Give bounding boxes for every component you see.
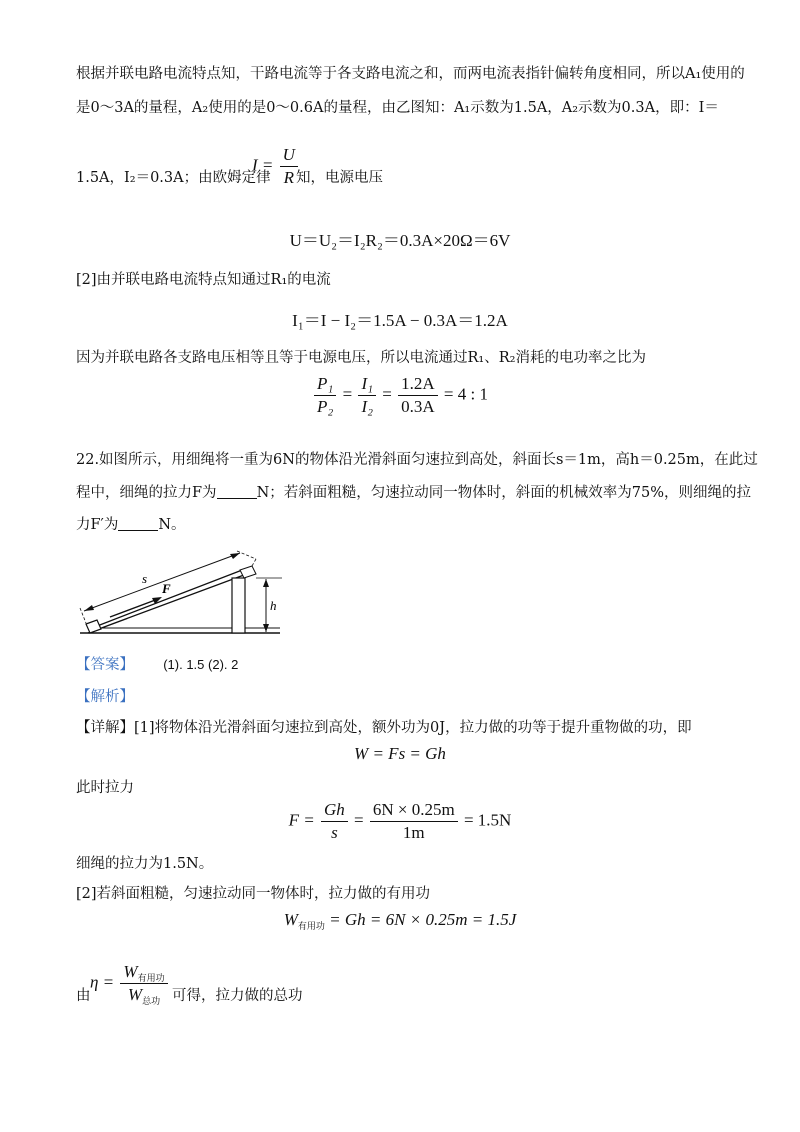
- question-line: 22.如图所示，用细绳将一重为6N的物体沿光滑斜面匀速拉到高处，斜面长s＝1m，高h＝0.25m，在此过: [76, 452, 758, 468]
- paragraph-line: 1.5A，I₂＝0.3A；由欧姆定律: [76, 170, 271, 186]
- fraction-numerator: Gh: [321, 800, 348, 822]
- answer-line: [76, 655, 238, 675]
- ohm-law-formula: [252, 145, 300, 188]
- equation-symbol: W: [127, 985, 143, 1004]
- equals-sign: =: [354, 810, 364, 830]
- paragraph-line: 因为并联电路各支路电压相等且等于电源电压，所以电流通过R₁、R₂消耗的电功率之比为: [76, 350, 646, 366]
- equation-force: [0, 800, 800, 843]
- fraction-numerator: 1.2A: [398, 374, 438, 396]
- paragraph-line: 是0～3A的量程，A₂使用的是0～0.6A的量程，由乙图知：A₁示数为1.5A，A₂示数为0.3A，即：I＝: [76, 100, 719, 116]
- paragraph-line: 可得，拉力做的总功: [172, 988, 303, 1004]
- arrow-head: [84, 605, 94, 611]
- incline-diagram: [70, 545, 290, 640]
- question-text: N；若斜面粗糙，匀速拉动同一物体时，斜面的机械效率为75%，则细绳的拉: [256, 485, 751, 501]
- fraction-denominator: P₂: [317, 397, 334, 416]
- equation-current-r1: I₁＝I − I₂＝1.5A − 0.3A＝1.2A: [292, 311, 508, 330]
- support-pillar: [232, 578, 245, 633]
- formula-lhs: I =: [252, 155, 274, 175]
- arrow-head: [263, 579, 269, 587]
- block: [86, 620, 101, 633]
- paragraph-line: 根据并联电路电流特点知，干路电流等于各支路电流之和，而两电流表指针偏转角度相同，所以A₁使用的: [76, 66, 745, 82]
- fraction-denominator: R: [283, 168, 294, 187]
- equation-work: [0, 744, 800, 764]
- subscript: 有用功: [137, 973, 165, 983]
- question-line: [76, 483, 751, 503]
- fraction: [321, 800, 348, 843]
- fraction-denominator: s: [331, 823, 338, 842]
- force-arrow: [110, 599, 158, 617]
- paragraph-line: 知，电源电压: [296, 170, 383, 186]
- fraction: [398, 374, 438, 417]
- paragraph-line: 细绳的拉力为1.5N。: [76, 856, 214, 872]
- formula-lhs: η =: [90, 972, 115, 992]
- force-result: = 1.5N: [463, 810, 512, 830]
- question-text: 力F′为: [76, 517, 119, 533]
- label-F: F: [162, 581, 171, 596]
- subscript: 有用功: [297, 921, 325, 931]
- equation-text: = Gh = 6N × 0.25m = 1.5J: [329, 910, 517, 929]
- fraction-numerator: 6N × 0.25m: [370, 800, 458, 822]
- incline-plank: [92, 567, 250, 628]
- fraction-numerator: [120, 962, 167, 984]
- question-text: 程中，细绳的拉力F为: [76, 485, 217, 501]
- efficiency-formula: [90, 962, 170, 1005]
- fraction: [370, 800, 458, 843]
- equation-symbol: W: [123, 962, 138, 981]
- answer-label: 【答案】: [76, 657, 134, 673]
- paragraph-line: 此时拉力: [76, 780, 134, 796]
- ratio-result: = 4 : 1: [443, 384, 488, 404]
- equals-sign: =: [342, 384, 353, 404]
- fraction: [120, 962, 167, 1005]
- answer-blank: [217, 484, 257, 499]
- equation-power-ratio: [0, 374, 800, 417]
- fraction-denominator: 0.3A: [401, 397, 435, 416]
- paragraph-line: 由: [76, 988, 91, 1004]
- detail-line: 【详解】[1]将物体沿光滑斜面匀速拉到高处，额外功为0J，拉力做的功等于提升重物做的功，即: [76, 720, 692, 736]
- equation-text: W = Fs = Gh: [354, 744, 446, 763]
- subscript: 总功: [142, 996, 161, 1006]
- fraction-denominator: 1m: [402, 823, 425, 842]
- equation-symbol: W: [283, 910, 298, 929]
- fraction: [314, 374, 336, 417]
- fraction-numerator: P₁: [314, 374, 336, 396]
- answer-text: (1). 1.5 (2). 2: [163, 657, 239, 672]
- equation-voltage: U＝U₂＝I₂R₂＝0.3A×20Ω＝6V: [289, 231, 511, 250]
- question-line: [76, 515, 186, 535]
- fraction: [358, 374, 376, 417]
- equals-sign: =: [382, 384, 392, 404]
- formula-lhs: F =: [288, 810, 315, 830]
- answer-blank: [118, 516, 158, 531]
- fraction-denominator: [125, 984, 163, 1005]
- label-h: h: [270, 598, 277, 613]
- label-s: s: [142, 571, 148, 586]
- question-text: N。: [158, 517, 186, 533]
- dim-guide: [237, 551, 256, 559]
- fraction-numerator: I₁: [358, 374, 376, 396]
- fraction-numerator: U: [280, 145, 298, 167]
- paragraph-line: [2]若斜面粗糙，匀速拉动同一物体时，拉力做的有用功: [76, 886, 431, 902]
- analysis-label: 【解析】: [76, 689, 134, 705]
- arrow-head: [230, 553, 240, 559]
- dim-guide: [252, 559, 256, 566]
- equation-useful-work: [0, 910, 800, 930]
- paragraph-line: [2]由并联电路电流特点知通过R₁的电流: [76, 272, 331, 288]
- fraction-denominator: I₂: [361, 397, 374, 416]
